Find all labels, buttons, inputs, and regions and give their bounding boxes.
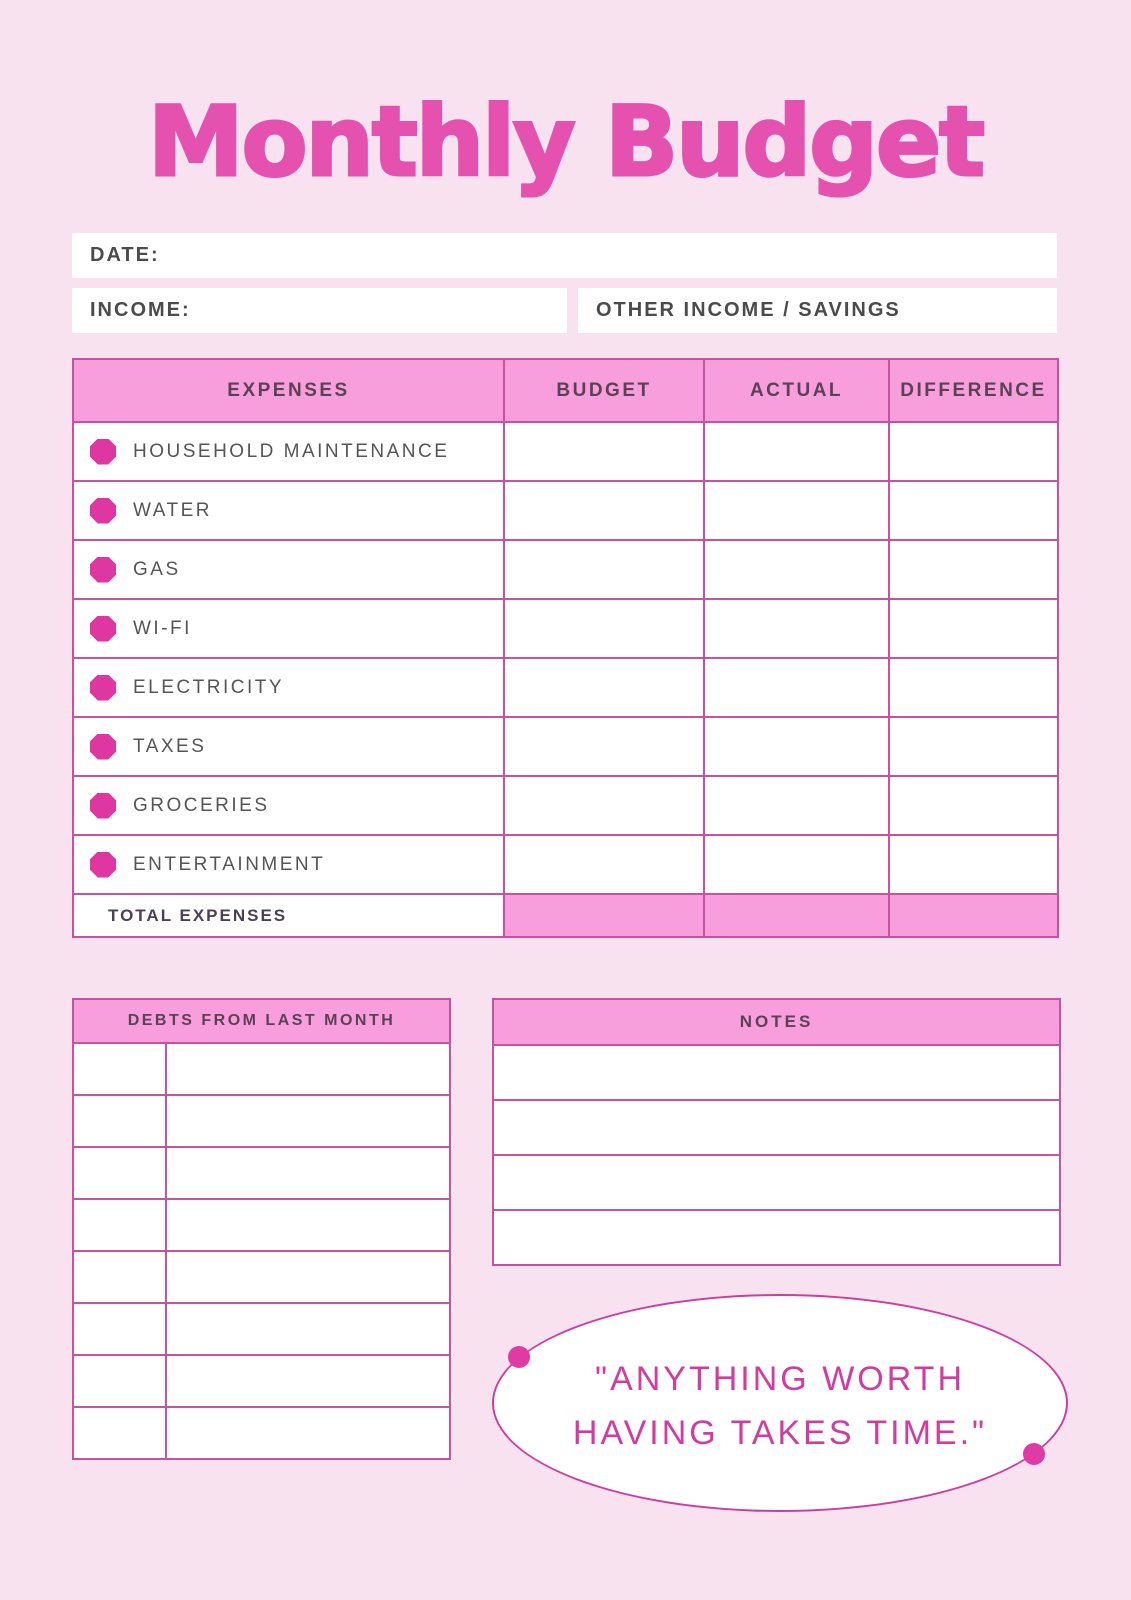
bullet-octagon-icon (90, 793, 116, 819)
debt-amount-cell[interactable] (73, 1407, 166, 1459)
debt-description-cell[interactable] (166, 1043, 450, 1095)
total-expenses-row (73, 894, 1058, 937)
debt-description-cell[interactable] (166, 1251, 450, 1303)
expense-category-label: GAS (133, 558, 181, 580)
expenses-column-header: BUDGET (504, 359, 704, 422)
debt-row (73, 1095, 450, 1147)
expense-budget-cell[interactable] (504, 540, 704, 599)
notes-line[interactable] (494, 1046, 1059, 1101)
expense-category-cell (73, 717, 504, 776)
bullet-octagon-icon (90, 734, 116, 760)
income-label: INCOME: (90, 299, 191, 321)
date-label: DATE: (90, 244, 160, 266)
expense-actual-cell[interactable] (704, 599, 889, 658)
other-income-savings-label: OTHER INCOME / SAVINGS (596, 299, 901, 321)
expense-category-label: TAXES (133, 735, 207, 757)
quote-line-2: HAVING TAKES TIME." (572, 1414, 988, 1452)
debt-amount-cell[interactable] (73, 1199, 166, 1251)
expense-actual-cell[interactable] (704, 776, 889, 835)
expense-budget-cell[interactable] (504, 422, 704, 481)
expenses-column-header: EXPENSES (73, 359, 504, 422)
expenses-header-row (73, 359, 1058, 422)
debt-description-cell[interactable] (166, 1407, 450, 1459)
notes-line[interactable] (494, 1101, 1059, 1156)
debt-row (73, 1303, 450, 1355)
expense-difference-cell[interactable] (889, 422, 1058, 481)
expense-category-cell (73, 481, 504, 540)
expense-difference-cell[interactable] (889, 835, 1058, 894)
debt-amount-cell[interactable] (73, 1147, 166, 1199)
expense-difference-cell[interactable] (889, 658, 1058, 717)
debt-row (73, 1043, 450, 1095)
expense-category-label: ELECTRICITY (133, 676, 285, 698)
debt-description-cell[interactable] (166, 1303, 450, 1355)
expense-row (73, 776, 1058, 835)
debt-row (73, 1407, 450, 1459)
expense-category-cell (73, 422, 504, 481)
expense-actual-cell[interactable] (704, 835, 889, 894)
expense-difference-cell[interactable] (889, 599, 1058, 658)
debt-row (73, 1251, 450, 1303)
other-income-savings-field[interactable] (578, 288, 1057, 333)
expenses-column-header: ACTUAL (704, 359, 889, 422)
quote-ellipse (492, 1294, 1068, 1512)
ellipse-dot-icon (508, 1346, 530, 1368)
notes-title: NOTES (494, 1000, 1059, 1046)
total-difference-cell[interactable] (889, 894, 1058, 937)
bullet-octagon-icon (90, 616, 116, 642)
expense-budget-cell[interactable] (504, 658, 704, 717)
debt-row (73, 1147, 450, 1199)
total-budget-cell[interactable] (504, 894, 704, 937)
bullet-octagon-icon (90, 852, 116, 878)
notes-line[interactable] (494, 1211, 1059, 1264)
debt-description-cell[interactable] (166, 1147, 450, 1199)
expense-actual-cell[interactable] (704, 658, 889, 717)
expense-difference-cell[interactable] (889, 717, 1058, 776)
notes-line[interactable] (494, 1156, 1059, 1211)
bullet-octagon-icon (90, 498, 116, 524)
bullet-octagon-icon (90, 439, 116, 465)
debt-description-cell[interactable] (166, 1355, 450, 1407)
expense-actual-cell[interactable] (704, 422, 889, 481)
expenses-column-header: DIFFERENCE (889, 359, 1058, 422)
expense-category-label: GROCERIES (133, 794, 270, 816)
expense-budget-cell[interactable] (504, 717, 704, 776)
expense-actual-cell[interactable] (704, 481, 889, 540)
expense-category-label: WI-FI (133, 617, 192, 639)
expense-budget-cell[interactable] (504, 481, 704, 540)
debt-amount-cell[interactable] (73, 1043, 166, 1095)
expense-row (73, 717, 1058, 776)
expense-row (73, 658, 1058, 717)
expense-difference-cell[interactable] (889, 776, 1058, 835)
date-field[interactable] (72, 233, 1057, 278)
total-expenses-label: TOTAL EXPENSES (73, 894, 504, 937)
expenses-table (72, 358, 1057, 938)
debt-description-cell[interactable] (166, 1199, 450, 1251)
bullet-octagon-icon (90, 557, 116, 583)
debt-row (73, 1355, 450, 1407)
bullet-octagon-icon (90, 675, 116, 701)
expense-category-cell (73, 599, 504, 658)
debt-amount-cell[interactable] (73, 1095, 166, 1147)
debt-amount-cell[interactable] (73, 1251, 166, 1303)
expense-category-cell (73, 540, 504, 599)
expense-row (73, 540, 1058, 599)
expense-actual-cell[interactable] (704, 717, 889, 776)
income-field[interactable] (72, 288, 567, 333)
expense-row (73, 835, 1058, 894)
quote-text (573, 1352, 987, 1461)
debt-row (73, 1199, 450, 1251)
expense-actual-cell[interactable] (704, 540, 889, 599)
page-title: Monthly Budget (148, 86, 983, 198)
notes-section (492, 998, 1061, 1266)
debt-amount-cell[interactable] (73, 1303, 166, 1355)
debt-description-cell[interactable] (166, 1095, 450, 1147)
ellipse-dot-icon (1023, 1443, 1045, 1465)
expense-category-cell (73, 776, 504, 835)
debts-table-title: DEBTS FROM LAST MONTH (73, 999, 450, 1043)
total-actual-cell[interactable] (704, 894, 889, 937)
expense-row (73, 422, 1058, 481)
expense-category-cell (73, 658, 504, 717)
expense-budget-cell[interactable] (504, 776, 704, 835)
expense-category-cell (73, 835, 504, 894)
expense-difference-cell[interactable] (889, 481, 1058, 540)
expense-category-label: ENTERTAINMENT (133, 853, 326, 875)
expense-budget-cell[interactable] (504, 599, 704, 658)
expense-difference-cell[interactable] (889, 540, 1058, 599)
expense-row (73, 481, 1058, 540)
expense-category-label: WATER (133, 499, 212, 521)
expense-row (73, 599, 1058, 658)
debts-table (72, 998, 451, 1460)
expense-budget-cell[interactable] (504, 835, 704, 894)
quote-line-1: "ANYTHING WORTH (595, 1359, 965, 1398)
expense-category-label: HOUSEHOLD MAINTENANCE (133, 440, 450, 462)
debt-amount-cell[interactable] (73, 1355, 166, 1407)
